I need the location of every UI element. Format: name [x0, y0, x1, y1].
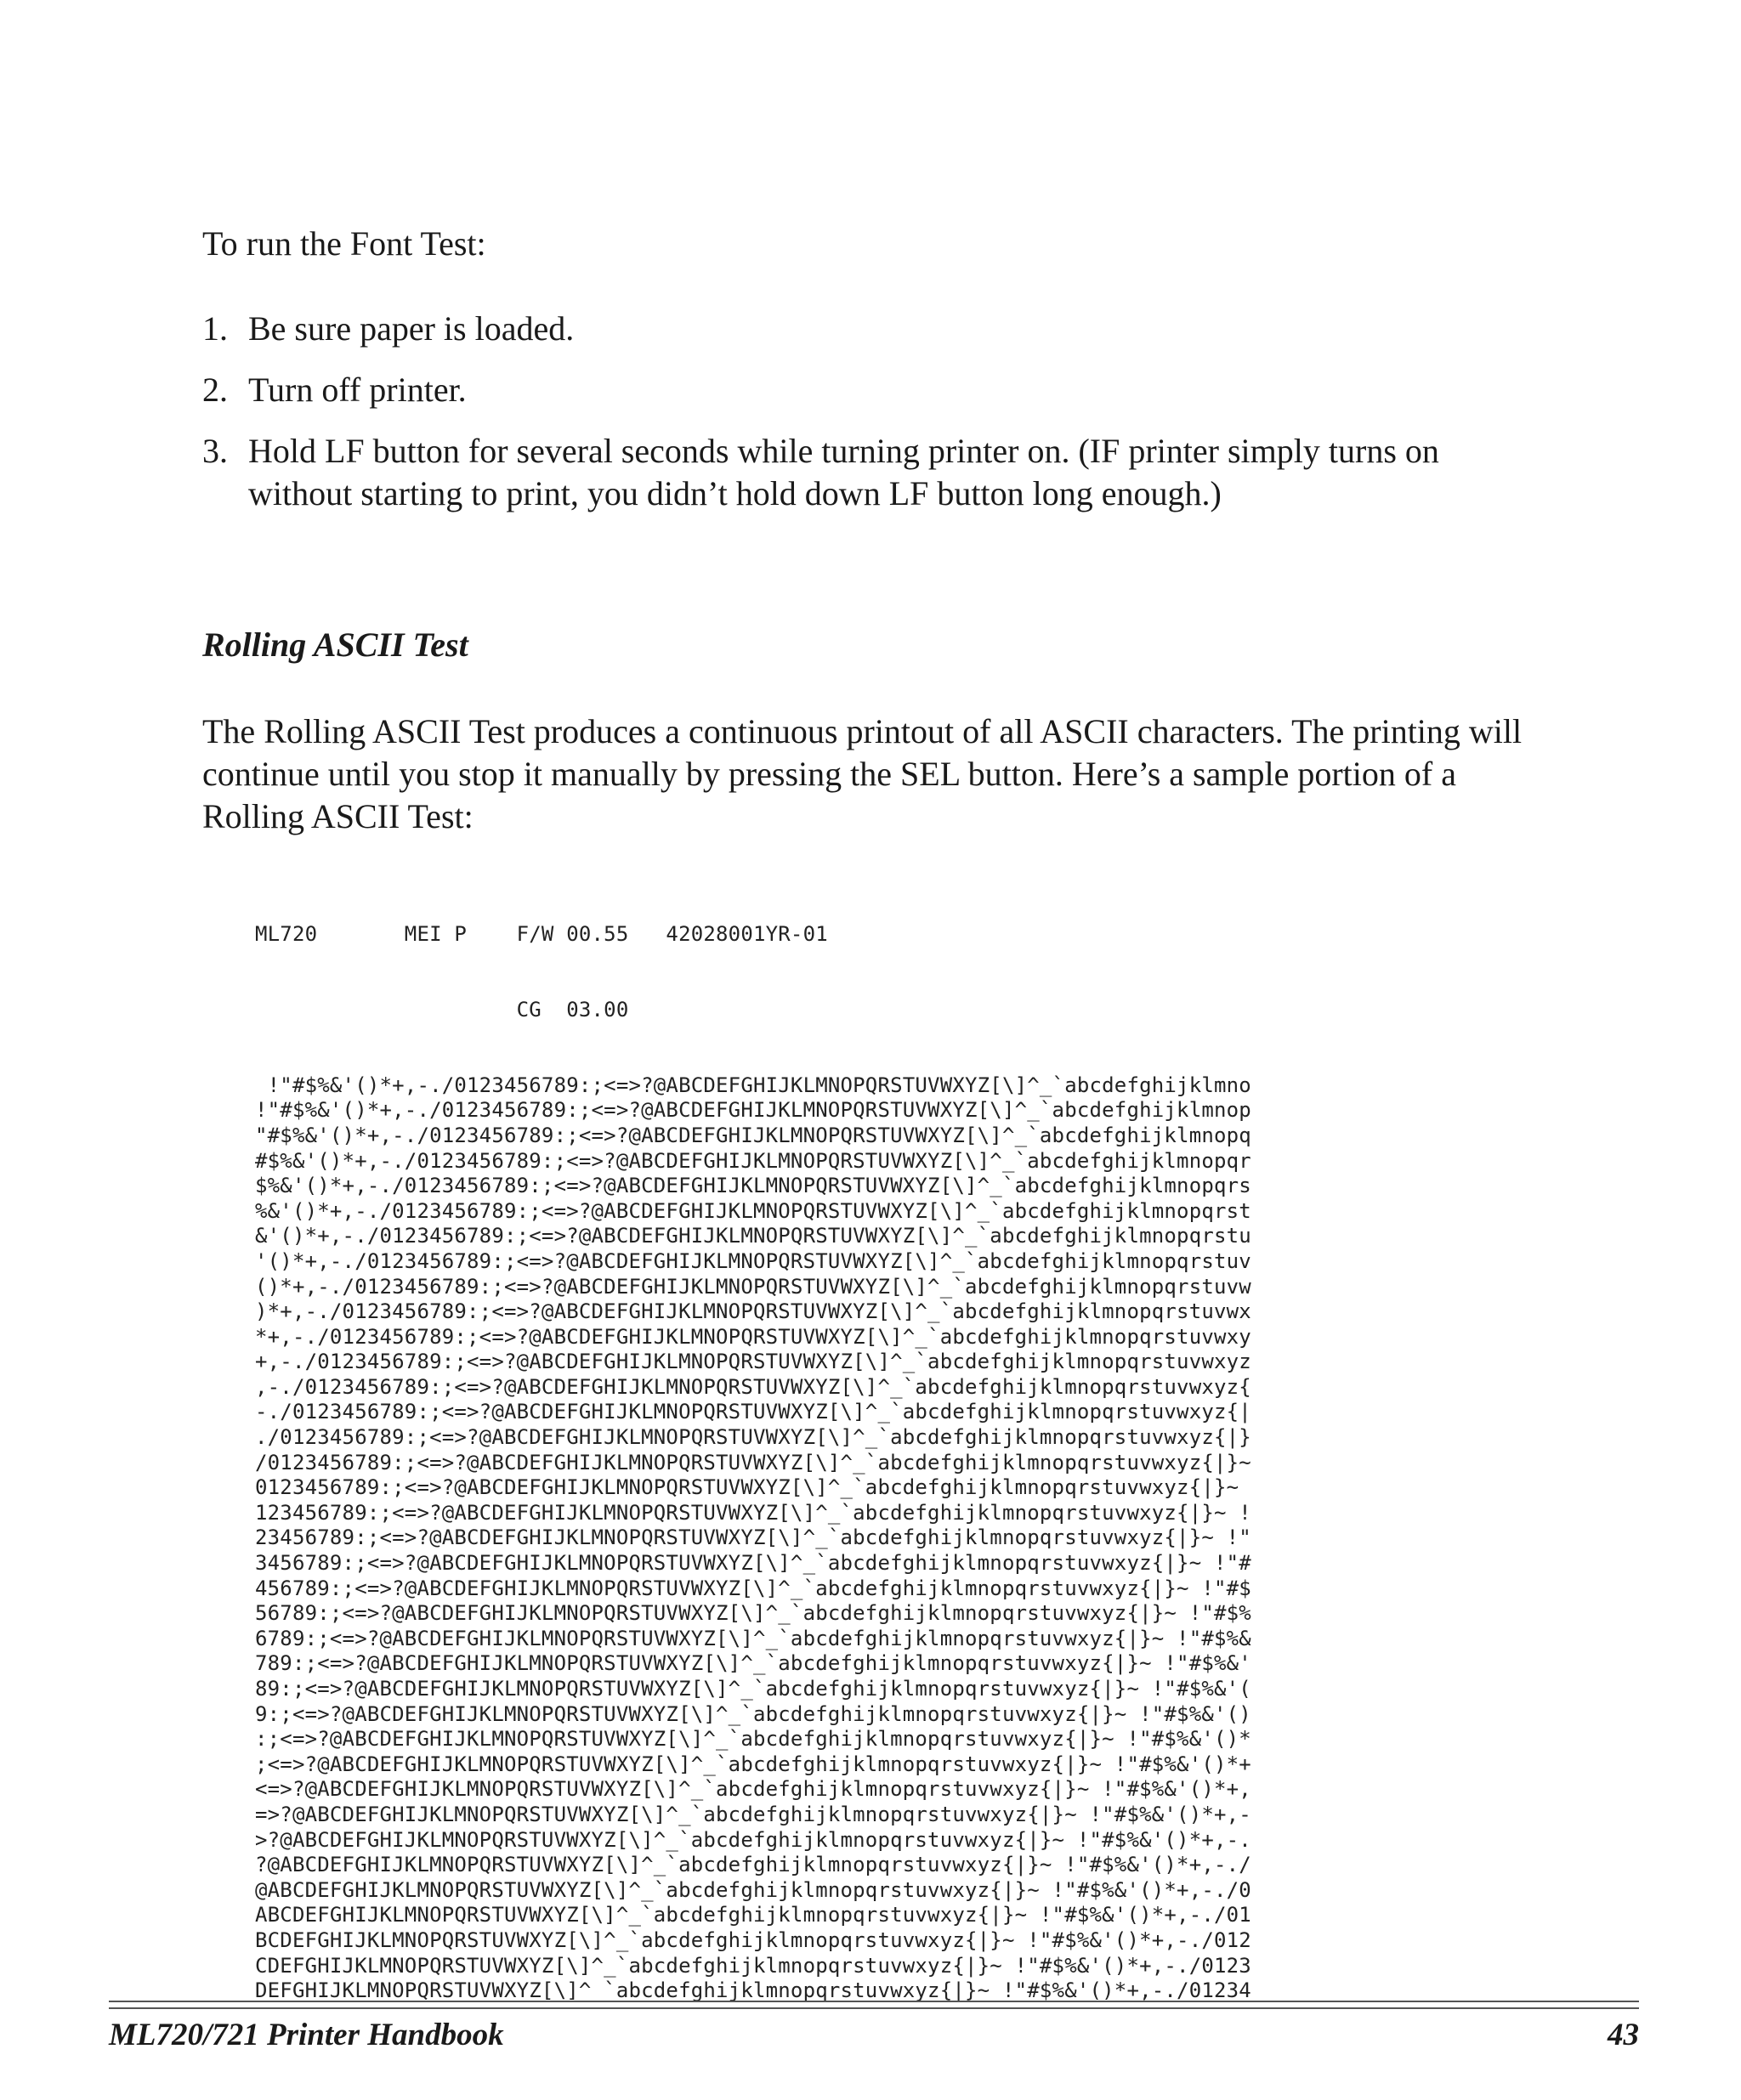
printout-row: "#$%&'()*+,-./0123456789:;<=>?@ABCDEFGHIJKLMNOPQRSTUVWXYZ[\]^_`abcdefghijklmnopq [255, 1123, 1251, 1147]
printout-row: &'()*+,-./0123456789:;<=>?@ABCDEFGHIJKLMNOPQRSTUVWXYZ[\]^_`abcdefghijklmnopqrstu [255, 1224, 1251, 1248]
printout-row: 456789:;<=>?@ABCDEFGHIJKLMNOPQRSTUVWXYZ[\]^_`abcdefghijklmnopqrstuvwxyz{|}~ !"#$ [255, 1576, 1251, 1600]
font-test-steps [202, 308, 1537, 534]
printout-row: %&'()*+,-./0123456789:;<=>?@ABCDEFGHIJKLMNOPQRSTUVWXYZ[\]^_`abcdefghijklmnopqrst [255, 1198, 1251, 1223]
list-item [202, 308, 1537, 350]
intro-text: To run the Font Test: [202, 224, 486, 263]
printout-row: ?@ABCDEFGHIJKLMNOPQRSTUVWXYZ[\]^_`abcdefghijklmnopqrstuvwxyz{|}~ !"#$%&'()*+,-./ [255, 1853, 1251, 1877]
step-number: 3. [202, 432, 228, 470]
printout-row: 23456789:;<=>?@ABCDEFGHIJKLMNOPQRSTUVWXYZ[\]^_`abcdefghijklmnopqrstuvwxyz{|}~ !" [255, 1525, 1251, 1550]
printout-row: BCDEFGHIJKLMNOPQRSTUVWXYZ[\]^_`abcdefghijklmnopqrstuvwxyz{|}~ !"#$%&'()*+,-./012 [255, 1927, 1251, 1952]
footer-book-title: ML720/721 Printer Handbook [109, 2018, 504, 2052]
printout-row: )*+,-./0123456789:;<=>?@ABCDEFGHIJKLMNOPQRSTUVWXYZ[\]^_`abcdefghijklmnopqrstuvwx [255, 1299, 1251, 1324]
step-text: Turn off printer. [248, 371, 467, 409]
step-text: Be sure paper is loaded. [248, 309, 575, 348]
printout-row: ,-./0123456789:;<=>?@ABCDEFGHIJKLMNOPQRSTUVWXYZ[\]^_`abcdefghijklmnopqrstuvwxyz{ [255, 1374, 1251, 1399]
section-description: The Rolling ASCII Test produces a continuous printout of all ASCII characters. The printing will continue until you stop it manually by pressing the SEL button. Here’s a sample portion of a Rolling ASCII Test: [202, 712, 1523, 835]
footer-divider [109, 2001, 1639, 2002]
printout-row: *+,-./0123456789:;<=>?@ABCDEFGHIJKLMNOPQRSTUVWXYZ[\]^_`abcdefghijklmnopqrstuvwxy [255, 1324, 1251, 1349]
printout-row: !"#$%&'()*+,-./0123456789:;<=>?@ABCDEFGHIJKLMNOPQRSTUVWXYZ[\]^_`abcdefghijklmnop [255, 1098, 1251, 1123]
printout-row: ABCDEFGHIJKLMNOPQRSTUVWXYZ[\]^_`abcdefghijklmnopqrstuvwxyz{|}~ !"#$%&'()*+,-./01 [255, 1903, 1251, 1927]
page-number: 43 [1608, 2018, 1639, 2052]
footer-divider [109, 2007, 1639, 2009]
printout-row: =>?@ABCDEFGHIJKLMNOPQRSTUVWXYZ[\]^_`abcdefghijklmnopqrstuvwxyz{|}~ !"#$%&'()*+,- [255, 1802, 1251, 1826]
printout-row: 6789:;<=>?@ABCDEFGHIJKLMNOPQRSTUVWXYZ[\]^_`abcdefghijklmnopqrstuvwxyz{|}~ !"#$%& [255, 1626, 1251, 1650]
rolling-ascii-printout [255, 872, 1496, 2004]
printout-row: 89:;<=>?@ABCDEFGHIJKLMNOPQRSTUVWXYZ[\]^_`abcdefghijklmnopqrstuvwxyz{|}~ !"#$%&'( [255, 1677, 1251, 1701]
step-number: 1. [202, 309, 228, 348]
printout-row: CDEFGHIJKLMNOPQRSTUVWXYZ[\]^_`abcdefghijklmnopqrstuvwxyz{|}~ !"#$%&'()*+,-./0123 [255, 1953, 1251, 1978]
printout-row: #$%&'()*+,-./0123456789:;<=>?@ABCDEFGHIJKLMNOPQRSTUVWXYZ[\]^_`abcdefghijklmnopqr [255, 1148, 1251, 1173]
printout-row: 56789:;<=>?@ABCDEFGHIJKLMNOPQRSTUVWXYZ[\]^_`abcdefghijklmnopqrstuvwxyz{|}~ !"#$% [255, 1601, 1251, 1626]
printout-row: 789:;<=>?@ABCDEFGHIJKLMNOPQRSTUVWXYZ[\]^_`abcdefghijklmnopqrstuvwxyz{|}~ !"#$%&' [255, 1651, 1251, 1676]
printout-row: ./0123456789:;<=>?@ABCDEFGHIJKLMNOPQRSTUVWXYZ[\]^_`abcdefghijklmnopqrstuvwxyz{|} [255, 1425, 1251, 1450]
printout-row: 0123456789:;<=>?@ABCDEFGHIJKLMNOPQRSTUVWXYZ[\]^_`abcdefghijklmnopqrstuvwxyz{|}~ [255, 1475, 1239, 1500]
printout-row: !"#$%&'()*+,-./0123456789:;<=>?@ABCDEFGHIJKLMNOPQRSTUVWXYZ[\]^_`abcdefghijklmno [255, 1073, 1251, 1097]
printout-row: @ABCDEFGHIJKLMNOPQRSTUVWXYZ[\]^_`abcdefghijklmnopqrstuvwxyz{|}~ !"#$%&'()*+,-./0 [255, 1877, 1251, 1902]
printout-row: ;<=>?@ABCDEFGHIJKLMNOPQRSTUVWXYZ[\]^_`abcdefghijklmnopqrstuvwxyz{|}~ !"#$%&'()*+ [255, 1752, 1251, 1776]
section-heading: Rolling ASCII Test [202, 625, 468, 664]
printout-row: ()*+,-./0123456789:;<=>?@ABCDEFGHIJKLMNOPQRSTUVWXYZ[\]^_`abcdefghijklmnopqrstuvw [255, 1274, 1251, 1299]
printout-row: +,-./0123456789:;<=>?@ABCDEFGHIJKLMNOPQRSTUVWXYZ[\]^_`abcdefghijklmnopqrstuvwxyz [255, 1350, 1251, 1374]
list-item [202, 369, 1537, 411]
printout-row: 123456789:;<=>?@ABCDEFGHIJKLMNOPQRSTUVWXYZ[\]^_`abcdefghijklmnopqrstuvwxyz{|}~ ! [255, 1500, 1251, 1525]
printout-row: '()*+,-./0123456789:;<=>?@ABCDEFGHIJKLMNOPQRSTUVWXYZ[\]^_`abcdefghijklmnopqrstuv [255, 1248, 1251, 1273]
printout-header-line: CG 03.00 [255, 997, 629, 1022]
printout-row: $%&'()*+,-./0123456789:;<=>?@ABCDEFGHIJKLMNOPQRSTUVWXYZ[\]^_`abcdefghijklmnopqrs [255, 1174, 1251, 1198]
printout-row: /0123456789:;<=>?@ABCDEFGHIJKLMNOPQRSTUVWXYZ[\]^_`abcdefghijklmnopqrstuvwxyz{|}~ [255, 1450, 1251, 1475]
printout-row: 9:;<=>?@ABCDEFGHIJKLMNOPQRSTUVWXYZ[\]^_`abcdefghijklmnopqrstuvwxyz{|}~ !"#$%&'() [255, 1701, 1251, 1726]
printout-row: 3456789:;<=>?@ABCDEFGHIJKLMNOPQRSTUVWXYZ[\]^_`abcdefghijklmnopqrstuvwxyz{|}~ !"# [255, 1551, 1251, 1576]
printout-row: -./0123456789:;<=>?@ABCDEFGHIJKLMNOPQRSTUVWXYZ[\]^_`abcdefghijklmnopqrstuvwxyz{| [255, 1400, 1251, 1424]
printout-row: <=>?@ABCDEFGHIJKLMNOPQRSTUVWXYZ[\]^_`abcdefghijklmnopqrstuvwxyz{|}~ !"#$%&'()*+, [255, 1777, 1251, 1802]
list-item [202, 430, 1537, 515]
printout-row: >?@ABCDEFGHIJKLMNOPQRSTUVWXYZ[\]^_`abcdefghijklmnopqrstuvwxyz{|}~ !"#$%&'()*+,-. [255, 1827, 1251, 1852]
step-number: 2. [202, 371, 228, 409]
printout-row: :;<=>?@ABCDEFGHIJKLMNOPQRSTUVWXYZ[\]^_`abcdefghijklmnopqrstuvwxyz{|}~ !"#$%&'()* [255, 1727, 1251, 1752]
step-text: Hold LF button for several seconds while turning printer on. (IF printer simply turns on without starting to print, you didn’t hold down LF button long enough.) [248, 432, 1439, 512]
printout-header-line: ML720 MEI P F/W 00.55 42028001YR-01 [255, 922, 828, 947]
printout-row: DEFGHIJKLMNOPQRSTUVWXYZ[\]^_`abcdefghijklmnopqrstuvwxyz{|}~ !"#$%&'()*+,-./01234 [255, 1978, 1251, 2003]
